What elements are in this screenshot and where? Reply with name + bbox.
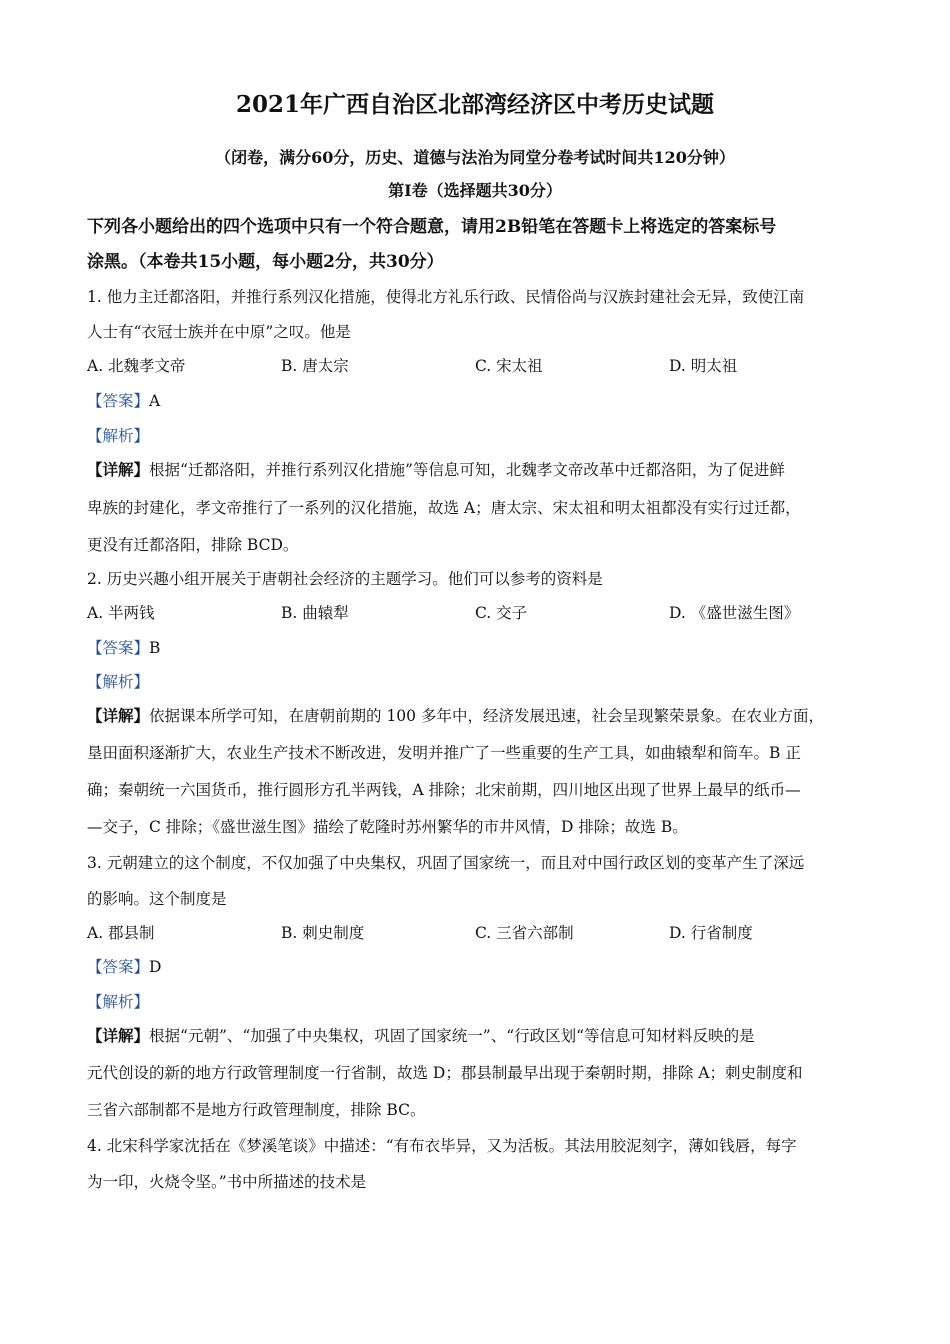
q3-analysis <box>87 990 149 1012</box>
q1-answer-value: A <box>149 392 161 410</box>
q1-stem-line-2: 人士有“衣冠士族并在中原”之叹。他是 <box>87 323 351 341</box>
page-title: 2021年广西自治区北部湾经济区中考历史试题 <box>235 91 714 118</box>
q2-option-b: B. 曲辕犁 <box>281 604 349 622</box>
q3-detail-line-2: 元代创设的新的地方行政管理制度一行省制，故选 D；郡县制最早出现于秦朝时期，排除 A；刺史制度和 <box>87 1064 803 1082</box>
q2-detail-line-2: 垦田面积逐渐扩大，农业生产技术不断改进，发明并推广了一些重要的生产工具，如曲辕犁和筒车。B 正 <box>87 744 801 762</box>
q1-answer <box>87 389 160 411</box>
q3-option-d: D. 行省制度 <box>669 924 753 942</box>
analysis-tag: 【解析】 <box>87 673 150 691</box>
q3-option-b: B. 刺史制度 <box>281 924 365 942</box>
q1-option-c: C. 宋太祖 <box>475 357 543 375</box>
instruction-line-1: 下列各小题给出的四个选项中只有一个符合题意，请用2B铅笔在答题卡上将选定的答案标号 <box>87 217 777 237</box>
analysis-tag: 【解析】 <box>87 427 150 445</box>
q3-answer-value: D <box>149 958 162 976</box>
section-heading: 第Ⅰ卷（选择题共30分） <box>388 181 562 200</box>
q2-detail-line-1 <box>87 704 824 726</box>
q1-analysis <box>87 424 149 446</box>
q3-detail-line-3: 三省六部制都不是地方行政管理制度，排除 BC。 <box>87 1101 426 1119</box>
q1-option-a: A. 北魏孝文帝 <box>87 357 186 375</box>
q3-option-a: A. 郡县制 <box>87 924 155 942</box>
instruction-line-2: 涂黑。（本卷共15小题，每小题2分，共30分） <box>87 252 444 272</box>
q2-stem-line-1: 2. 历史兴趣小组开展关于唐朝社会经济的主题学习。他们可以参考的资料是 <box>87 570 603 588</box>
analysis-tag: 【解析】 <box>87 993 150 1011</box>
q2-option-a: A. 半两钱 <box>87 604 155 622</box>
q2-answer <box>87 636 160 658</box>
q2-detail-text-1: 依据课本所学可知，在唐朝前期的 100 多年中，经济发展迅速，社会呈现繁荣景象。在农业方面， <box>149 707 824 725</box>
q3-detail-text-1: 根据“元朝”、“加强了中央集权，巩固了国家统一”、“行政区划“等信息可知材料反映的是 <box>149 1027 755 1045</box>
q3-stem-line-2: 的影响。这个制度是 <box>87 890 227 908</box>
q1-detail-line-1 <box>87 458 785 480</box>
detail-tag: 【详解】 <box>87 706 150 725</box>
answer-tag: 【答案】 <box>87 392 150 410</box>
q2-detail-line-4: —交子，C 排除；《盛世滋生图》描绘了乾隆时苏州繁华的市井风情，D 排除；故选 B。 <box>87 818 688 836</box>
detail-tag: 【详解】 <box>87 460 150 479</box>
q1-option-b: B. 唐太宗 <box>281 357 349 375</box>
q2-detail-line-3: 确；秦朝统一六国货币，推行圆形方孔半两钱，A 排除；北宋前期，四川地区出现了世界上最早的纸币— <box>87 781 801 799</box>
q3-option-c: C. 三省六部制 <box>475 924 574 942</box>
q1-option-d: D. 明太祖 <box>669 357 738 375</box>
q3-stem-line-1: 3. 元朝建立的这个制度，不仅加强了中央集权，巩固了国家统一，而且对中国行政区划的变革产生了深远 <box>87 854 805 872</box>
q1-detail-line-2: 卑族的封建化，孝文帝推行了一系列的汉化措施，故选 A；唐太宗、宋太祖和明太祖都没有实行过迁都， <box>87 499 801 517</box>
q1-detail-line-3: 更没有迁都洛阳，排除 BCD。 <box>87 536 299 554</box>
q4-stem-line-1: 4. 北宋科学家沈括在《梦溪笔谈》中描述：“有布衣毕异，又为活板。其法用胶泥刻字，薄如钱唇，每字 <box>87 1137 797 1155</box>
q3-detail-line-1 <box>87 1024 755 1046</box>
q2-analysis <box>87 670 149 692</box>
q2-option-c: C. 交子 <box>475 604 528 622</box>
q2-answer-value: B <box>149 639 161 657</box>
q2-option-d: D. 《盛世滋生图》 <box>669 604 800 622</box>
q1-stem-line-1: 1. 他力主迁都洛阳，并推行系列汉化措施，使得北方礼乐行政、民情俗尚与汉族封建社会无异，致使江南 <box>87 288 805 306</box>
detail-tag: 【详解】 <box>87 1026 150 1045</box>
answer-tag: 【答案】 <box>87 958 150 976</box>
q4-stem-line-2: 为一印，火烧令坚。”书中所描述的技术是 <box>87 1173 367 1191</box>
q3-answer <box>87 955 161 977</box>
exam-subtitle: （闭卷，满分60分，历史、道德与法治为同堂分卷考试时间共120分钟） <box>215 148 735 167</box>
answer-tag: 【答案】 <box>87 639 150 657</box>
q1-detail-text-1: 根据“迁都洛阳，并推行系列汉化措施”等信息可知，北魏孝文帝改革中迁都洛阳，为了促进鲜 <box>149 461 785 479</box>
